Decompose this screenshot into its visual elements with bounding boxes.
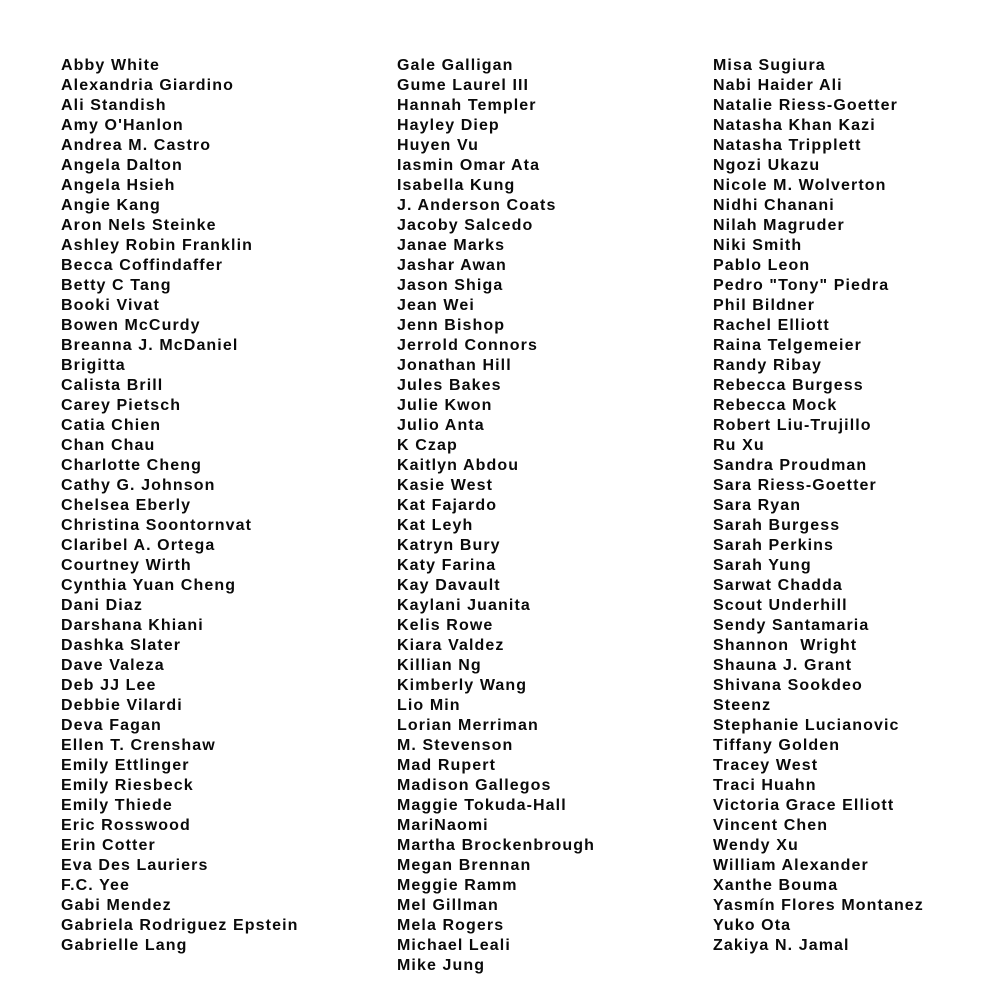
- name-entry: Darshana Khiani: [61, 617, 204, 634]
- name-entry: Gale Galligan: [397, 57, 514, 74]
- name-entry: Janae Marks: [397, 237, 506, 254]
- name-entry: Iasmin Omar Ata: [397, 157, 541, 174]
- name-entry: Rebecca Burgess: [713, 377, 864, 394]
- name-entry: Nidhi Chanani: [713, 197, 835, 214]
- name-entry: Amy O'Hanlon: [61, 117, 184, 134]
- name-entry: Debbie Vilardi: [61, 697, 183, 714]
- name-entry: Sarah Burgess: [713, 517, 841, 534]
- name-entry: Ngozi Ukazu: [713, 157, 821, 174]
- name-entry: Emily Riesbeck: [61, 777, 194, 794]
- name-entry: Randy Ribay: [713, 357, 823, 374]
- name-entry: Bowen McCurdy: [61, 317, 201, 334]
- name-entry: Robert Liu-Trujillo: [713, 417, 872, 434]
- name-entry: Vincent Chen: [713, 817, 829, 834]
- name-entry: Nilah Magruder: [713, 217, 845, 234]
- name-entry: Eric Rosswood: [61, 817, 191, 834]
- name-entry: Carey Pietsch: [61, 397, 182, 414]
- name-entry: Ellen T. Crenshaw: [61, 737, 216, 754]
- name-entry: Gabriela Rodriguez Epstein: [61, 917, 299, 934]
- name-entry: Hannah Templer: [397, 97, 537, 114]
- name-entry: Kasie West: [397, 477, 494, 494]
- name-entry: Emily Thiede: [61, 797, 173, 814]
- name-entry: Jules Bakes: [397, 377, 502, 394]
- name-entry: Angela Hsieh: [61, 177, 176, 194]
- name-entry: M. Stevenson: [397, 737, 514, 754]
- name-entry: Jenn Bishop: [397, 317, 506, 334]
- name-entry: Megan Brennan: [397, 857, 532, 874]
- name-entry: Angie Kang: [61, 197, 161, 214]
- name-entry: Yuko Ota: [713, 917, 792, 934]
- name-entry: Emily Ettlinger: [61, 757, 190, 774]
- name-entry: William Alexander: [713, 857, 869, 874]
- name-entry: Jashar Awan: [397, 257, 507, 274]
- name-entry: Kat Leyh: [397, 517, 474, 534]
- name-entry: Raina Telgemeier: [713, 337, 862, 354]
- name-entry: Madison Gallegos: [397, 777, 552, 794]
- name-entry: Kaitlyn Abdou: [397, 457, 520, 474]
- name-entry: Nicole M. Wolverton: [713, 177, 887, 194]
- name-entry: Kaylani Juanita: [397, 597, 531, 614]
- name-column-1: [61, 56, 299, 956]
- name-entry: Mela Rogers: [397, 917, 505, 934]
- name-entry: Sara Ryan: [713, 497, 802, 514]
- name-entry: Chan Chau: [61, 437, 156, 454]
- name-entry: Rebecca Mock: [713, 397, 838, 414]
- name-entry: Traci Huahn: [713, 777, 817, 794]
- name-entry: Mike Jung: [397, 957, 486, 974]
- name-entry: Cathy G. Johnson: [61, 477, 216, 494]
- name-entry: Julio Anta: [397, 417, 485, 434]
- name-entry: Natalie Riess-Goetter: [713, 97, 898, 114]
- name-entry: Abby White: [61, 57, 160, 74]
- name-entry: Courtney Wirth: [61, 557, 192, 574]
- name-entry: Lio Min: [397, 697, 461, 714]
- name-column-3: [713, 56, 924, 956]
- name-entry: Gabi Mendez: [61, 897, 172, 914]
- name-entry: Betty C Tang: [61, 277, 172, 294]
- name-entry: Katryn Bury: [397, 537, 501, 554]
- name-entry: Maggie Tokuda-Hall: [397, 797, 567, 814]
- name-entry: Ali Standish: [61, 97, 167, 114]
- name-entry: Sara Riess-Goetter: [713, 477, 877, 494]
- name-entry: Deva Fagan: [61, 717, 162, 734]
- name-entry: Scout Underhill: [713, 597, 848, 614]
- name-entry: Phil Bildner: [713, 297, 816, 314]
- name-entry: Pedro "Tony" Piedra: [713, 277, 890, 294]
- name-entry: Ashley Robin Franklin: [61, 237, 254, 254]
- name-entry: Steenz: [713, 697, 772, 714]
- name-entry: Wendy Xu: [713, 837, 799, 854]
- name-entry: Zakiya N. Jamal: [713, 937, 850, 954]
- name-entry: Kiara Valdez: [397, 637, 505, 654]
- name-entry: Huyen Vu: [397, 137, 479, 154]
- name-entry: Michael Leali: [397, 937, 511, 954]
- name-entry: Kay Davault: [397, 577, 501, 594]
- name-entry: Mad Rupert: [397, 757, 496, 774]
- name-entry: Catia Chien: [61, 417, 162, 434]
- name-entry: Misa Sugiura: [713, 57, 826, 74]
- name-entry: Rachel Elliott: [713, 317, 830, 334]
- name-entry: Alexandria Giardino: [61, 77, 234, 94]
- name-entry: Tiffany Golden: [713, 737, 841, 754]
- name-entry: Tracey West: [713, 757, 819, 774]
- name-entry: Stephanie Lucianovic: [713, 717, 900, 734]
- name-entry: Niki Smith: [713, 237, 803, 254]
- name-entry: Breanna J. McDaniel: [61, 337, 239, 354]
- name-entry: Kat Fajardo: [397, 497, 498, 514]
- name-entry: Brigitta: [61, 357, 126, 374]
- name-entry: Jason Shiga: [397, 277, 504, 294]
- name-entry: Kelis Rowe: [397, 617, 494, 634]
- name-entry: Angela Dalton: [61, 157, 183, 174]
- name-entry: Julie Kwon: [397, 397, 493, 414]
- name-entry: Deb JJ Lee: [61, 677, 157, 694]
- name-entry: Victoria Grace Elliott: [713, 797, 895, 814]
- name-entry: Christina Soontornvat: [61, 517, 253, 534]
- name-entry: Andrea M. Castro: [61, 137, 212, 154]
- name-entry: Erin Cotter: [61, 837, 156, 854]
- name-entry: Gume Laurel III: [397, 77, 530, 94]
- name-entry: Martha Brockenbrough: [397, 837, 596, 854]
- name-entry: Natasha Tripplett: [713, 137, 862, 154]
- name-entry: Claribel A. Ortega: [61, 537, 216, 554]
- name-entry: Jonathan Hill: [397, 357, 512, 374]
- name-entry: Kimberly Wang: [397, 677, 528, 694]
- name-entry: Dani Diaz: [61, 597, 143, 614]
- name-entry: Sandra Proudman: [713, 457, 868, 474]
- name-entry: Shauna J. Grant: [713, 657, 853, 674]
- name-entry: Cynthia Yuan Cheng: [61, 577, 237, 594]
- name-entry: Becca Coffindaffer: [61, 257, 224, 274]
- name-column-2: [397, 56, 595, 976]
- name-entry: Sarah Perkins: [713, 537, 835, 554]
- name-entry: Mel Gillman: [397, 897, 499, 914]
- name-entry: Pablo Leon: [713, 257, 811, 274]
- name-entry: Gabrielle Lang: [61, 937, 188, 954]
- name-entry: Sarah Yung: [713, 557, 812, 574]
- name-entry: Eva Des Lauriers: [61, 857, 209, 874]
- name-entry: MariNaomi: [397, 817, 489, 834]
- name-entry: Jean Wei: [397, 297, 475, 314]
- name-entry: Jacoby Salcedo: [397, 217, 534, 234]
- name-entry: K Czap: [397, 437, 458, 454]
- name-entry: Xanthe Bouma: [713, 877, 839, 894]
- name-entry: Dashka Slater: [61, 637, 182, 654]
- name-entry: Sendy Santamaria: [713, 617, 870, 634]
- name-entry: Chelsea Eberly: [61, 497, 192, 514]
- name-entry: Dave Valeza: [61, 657, 165, 674]
- name-entry: Charlotte Cheng: [61, 457, 202, 474]
- name-entry: Aron Nels Steinke: [61, 217, 217, 234]
- name-entry: Meggie Ramm: [397, 877, 518, 894]
- name-entry: F.C. Yee: [61, 877, 130, 894]
- name-entry: Booki Vivat: [61, 297, 160, 314]
- name-entry: Shivana Sookdeo: [713, 677, 863, 694]
- name-entry: J. Anderson Coats: [397, 197, 557, 214]
- name-entry: Sarwat Chadda: [713, 577, 843, 594]
- name-entry: Yasmín Flores Montanez: [713, 897, 924, 914]
- name-entry: Natasha Khan Kazi: [713, 117, 876, 134]
- name-entry: Jerrold Connors: [397, 337, 538, 354]
- name-entry: Calista Brill: [61, 377, 164, 394]
- name-entry: Ru Xu: [713, 437, 765, 454]
- name-entry: Hayley Diep: [397, 117, 500, 134]
- name-entry: Killian Ng: [397, 657, 482, 674]
- name-entry: Lorian Merriman: [397, 717, 539, 734]
- name-entry: Katy Farina: [397, 557, 497, 574]
- name-entry: Isabella Kung: [397, 177, 516, 194]
- name-entry: Nabi Haider Ali: [713, 77, 843, 94]
- name-entry: Shannon Wright: [713, 637, 858, 654]
